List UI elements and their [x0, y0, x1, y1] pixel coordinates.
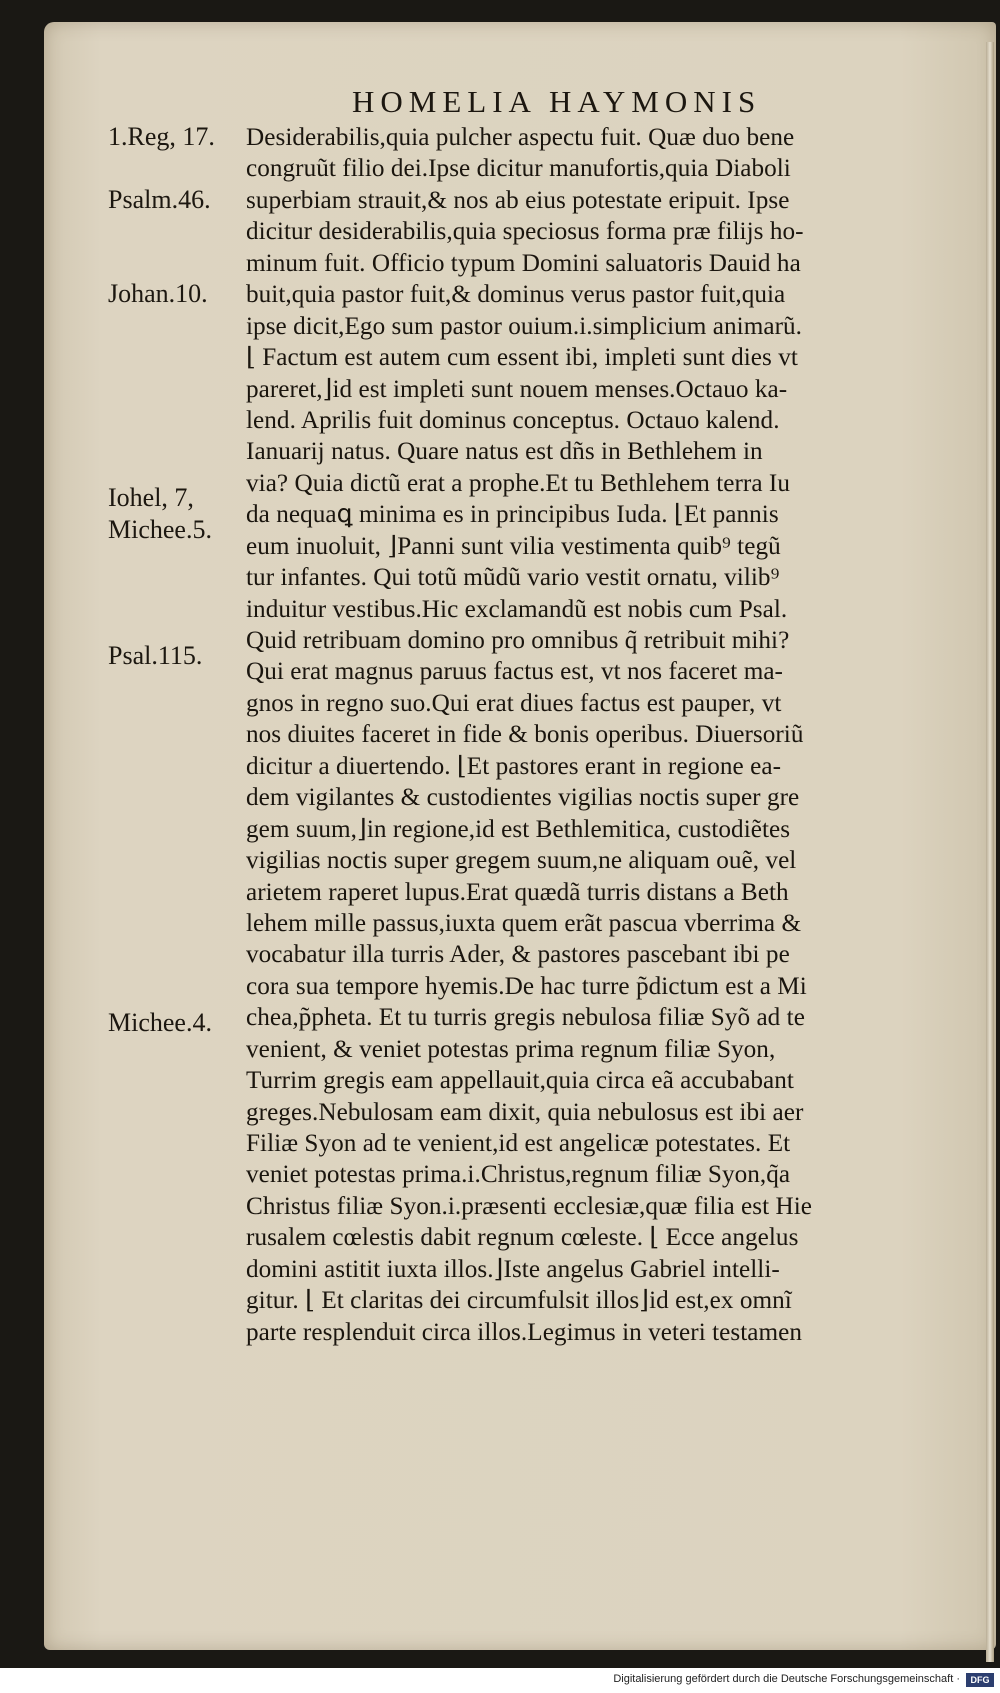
text-line: dem vigilantes & custodientes vigilias noctis super gre	[246, 784, 800, 812]
text-line: Christus filiæ Syon.i.præsenti ecclesiæ,quæ filia est Hie	[246, 1192, 813, 1220]
text-line: lehem mille passus,iuxta quem erãt pascua vberrima &	[246, 909, 802, 937]
text-line: Qui erat magnus paruus factus est, vt nos faceret ma-	[246, 658, 783, 686]
text-line: veniet potestas prima.i.Christus,regnum filiæ Syon,q̃a	[246, 1161, 791, 1189]
text-line: gnos in regno suo.Qui erat diues factus est pauper, vt	[246, 689, 782, 717]
text-line: gem suum,⌋in regione,id est Bethlemitica, custodiẽtes	[246, 815, 791, 843]
text-line: Quid retribuam domino pro omnibus q̃ retribuit mihi?	[246, 627, 790, 654]
text-line: vocabatur illa turris Ader, & pastores pascebant ibi pe	[246, 941, 790, 969]
page-edge	[986, 42, 994, 1662]
text-line: ipse dicit,Ego sum pastor ouium.i.simplicium animarũ.	[246, 312, 803, 340]
text-line: Turrim gregis eam appellauit,quia circa eã accubabant	[246, 1067, 794, 1095]
funding-credit: Digitalisierung gefördert durch die Deutsche Forschungsgemeinschaft ·	[613, 1673, 960, 1685]
text-line: induitur vestibus.Hic exclamandũ est nobis cum Psal.	[246, 595, 788, 623]
text-line: dicitur a diuertendo. ⌊Et pastores erant in regione ea-	[246, 752, 782, 780]
text-line: via? Quia dictũ erat a prophe.Et tu Bethlehem terra Iu	[246, 469, 791, 497]
text-line: nos diuites faceret in fide & bonis operibus. Diuersoriũ	[246, 721, 804, 749]
margin-note: Psalm.46.	[108, 185, 211, 214]
text-line: lend. Aprilis fuit dominus conceptus. Octauo kalend.	[246, 406, 780, 434]
text-line: venient, & veniet potestas prima regnum filiæ Syon,	[246, 1035, 776, 1063]
dfg-logo: DFG	[966, 1673, 994, 1687]
text-line: arietem raperet lupus.Erat quædã turris distans a Beth	[246, 878, 789, 906]
text-line: greges.Nebulosam eam dixit, quia nebulosus est ibi aer	[246, 1098, 804, 1126]
margin-note: Iohel, 7,	[108, 483, 194, 512]
text-line: pareret,⌋id est impleti sunt nouem menses.Octauo ka-	[246, 375, 788, 403]
text-line: buit,quia pastor fuit,& dominus verus pastor fuit,quia	[246, 281, 786, 309]
text-line: eum inuoluit, ⌋Panni sunt vilia vestimenta quib⁹ tegũ	[246, 532, 781, 560]
text-line: ⌊ Factum est autem cum essent ibi, impleti sunt dies vt	[246, 344, 798, 372]
text-line: da nequaꝗ minima es in principibus Iuda. ⌊Et pannis	[246, 501, 779, 529]
text-line: chea,p̃pheta. Et tu turris gregis nebulosa filiæ Syõ ad te	[246, 1004, 805, 1032]
text-line: parte resplenduit circa illos.Legimus in veteri testamen	[246, 1318, 803, 1346]
text-line: congruũt filio dei.Ipse dicitur manufortis,quia Diaboli	[246, 155, 791, 183]
text-line: gitur. ⌊ Et claritas dei circumfulsit illos⌋id est,ex omnĩ	[246, 1287, 792, 1315]
text-line: rusalem cœlestis dabit regnum cœleste. ⌊ Ecce angelus	[246, 1224, 799, 1252]
margin-note: Michee.5.	[108, 515, 212, 544]
text-line: cora sua tempore hyemis.De hac turre p̃dictum est a Mi	[246, 972, 807, 1000]
text-line: domini astitit iuxta illos.⌋Iste angelus Gabriel intelli-	[246, 1255, 780, 1283]
running-title: HOMELIA HAYMONIS	[352, 84, 762, 119]
text-line: vigilias noctis super gregem suum,ne aliquam ouẽ, vel	[246, 847, 797, 875]
margin-note: Michee.4.	[108, 1008, 212, 1037]
text-line: Ianuarij natus. Quare natus est dñs in Bethlehem in	[246, 438, 763, 466]
text-line: minum fuit. Officio typum Domini saluatoris Dauid ha	[246, 249, 801, 277]
margin-note: 1.Reg, 17.	[108, 122, 215, 151]
text-line: Filiæ Syon ad te venient,id est angelicæ potestates. Et	[246, 1130, 791, 1157]
text-line: Desiderabilis,quia pulcher aspectu fuit. Quæ duo bene	[246, 124, 795, 151]
text-line: tur infantes. Qui totũ mũdũ vario vestit ornatu, vilib⁹	[246, 564, 780, 592]
margin-note: Johan.10.	[108, 279, 208, 308]
body-text	[246, 122, 938, 1348]
text-line: superbiam strauit,& nos ab eius potestate eripuit. Ipse	[246, 186, 790, 214]
footer-bar	[0, 1668, 1000, 1693]
margin-note: Psal.115.	[108, 641, 203, 670]
text-line: dicitur desiderabilis,quia speciosus forma præ filijs ho-	[246, 218, 804, 246]
